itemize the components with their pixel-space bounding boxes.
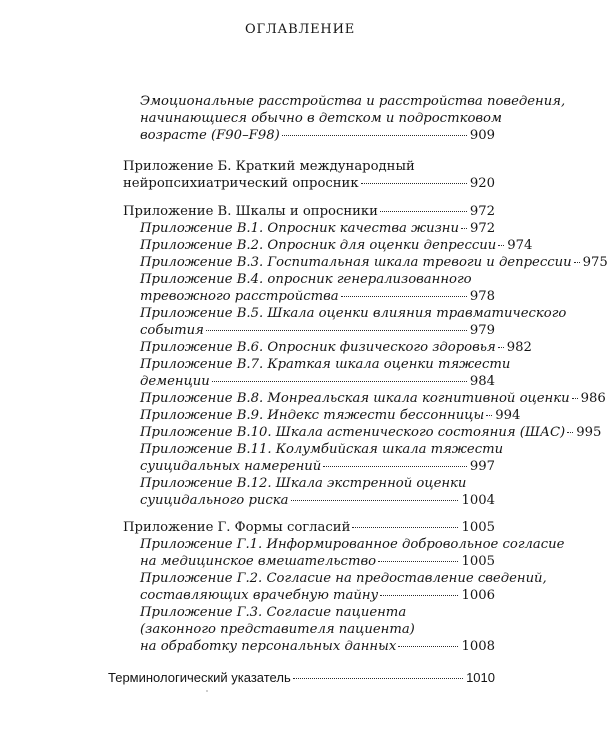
toc-page-number: 909	[469, 128, 495, 143]
toc-entry[interactable]	[123, 519, 495, 536]
toc-page-number: 997	[469, 459, 495, 474]
dot-leader	[498, 347, 504, 348]
toc-entry[interactable]	[140, 220, 495, 237]
toc-entry[interactable]	[140, 424, 602, 441]
toc-page-number: 1004	[461, 493, 495, 508]
toc-entry-text: на обработку персональных данных	[140, 639, 397, 654]
dot-leader	[378, 561, 458, 562]
toc-entry[interactable]	[140, 339, 532, 356]
toc-entry-text: Приложение В.5. Шкала оценки влияния травматического	[140, 306, 567, 321]
toc-page-number: 972	[469, 204, 495, 219]
toc-entry-text: Приложение В.6. Опросник физического здоровья	[140, 340, 496, 355]
toc-entry-text: Терминологический указатель	[108, 670, 291, 685]
dot-leader	[498, 245, 504, 246]
toc-entry-text: Приложение Г.3. Согласие пациента	[140, 605, 407, 620]
toc-entry-text: возрасте (F90–F98)	[140, 128, 280, 143]
toc-entry[interactable]	[140, 390, 606, 407]
toc-entry-text: составляющих врачебную тайну	[140, 588, 379, 603]
toc-entry[interactable]	[123, 158, 495, 192]
toc-entry-text: события	[140, 323, 204, 338]
toc-entry[interactable]	[140, 604, 495, 655]
toc-entry-text: Приложение В. Шкалы и опросники	[123, 204, 378, 219]
toc-entry-text: Приложение В.2. Опросник для оценки депрессии	[140, 238, 497, 253]
toc-entry-text: Приложение Г.2. Согласие на предоставление сведений,	[140, 571, 547, 586]
toc-page-number: 978	[469, 289, 495, 304]
toc-entry-text: Приложение В.3. Госпитальная шкала тревоги и депрессии	[140, 255, 572, 270]
toc-entry-text: Приложение В.12. Шкала экстренной оценки	[140, 476, 467, 491]
dot-leader	[291, 500, 459, 501]
toc-entry[interactable]	[123, 203, 495, 220]
toc-page-number: 1005	[461, 520, 495, 535]
toc-entry-text: деменции	[140, 374, 210, 389]
toc-entry-text: Приложение В.1. Опросник качества жизни	[140, 221, 459, 236]
toc-page-number: 975	[582, 255, 608, 270]
toc-entry-text: Приложение В.9. Индекс тяжести бессонницы	[140, 408, 485, 423]
toc-entry-text: Приложение В.10. Шкала астенического состояния (ШАС)	[140, 425, 566, 440]
dot-leader	[361, 183, 467, 184]
toc-entry[interactable]	[140, 271, 495, 305]
dot-leader	[282, 135, 467, 136]
dot-leader	[380, 211, 467, 212]
toc-page-number: 982	[506, 340, 532, 355]
dot-leader	[567, 432, 573, 433]
toc-entry[interactable]	[108, 669, 495, 686]
toc-entry[interactable]	[140, 93, 566, 144]
toc-entry-text: Эмоциональные расстройства и расстройства поведения,	[140, 94, 566, 109]
toc-page-number: 994	[495, 408, 521, 423]
dot-leader	[380, 595, 458, 596]
toc-entry-text: Приложение В.8. Монреальская шкала когнитивной оценки	[140, 391, 570, 406]
toc-page-number: 972	[469, 221, 496, 236]
toc-entry[interactable]	[140, 441, 504, 475]
toc-page-number: 920	[469, 176, 495, 191]
toc-entry-text: Приложение Г.1. Информированное добровольное согласие	[140, 537, 565, 552]
toc-entry-text: на медицинское вмешательство	[140, 554, 377, 569]
toc-entry-text: Приложение Г. Формы согласий	[123, 520, 351, 535]
toc-entry-text: Приложение В.11. Колумбийская шкала тяжести	[140, 442, 504, 457]
dot-leader	[293, 678, 463, 679]
toc-entry[interactable]	[140, 536, 565, 570]
dot-leader	[323, 466, 467, 467]
dot-leader	[572, 398, 578, 399]
toc-page-number: 1010	[466, 670, 495, 685]
toc-entry-text: тревожного расстройства	[140, 289, 339, 304]
page-title: ОГЛАВЛЕНИЕ	[244, 22, 355, 37]
toc-page-number: 979	[469, 323, 495, 338]
toc-page-number: 1005	[461, 554, 495, 569]
toc-entry-text: суицидального риска	[140, 493, 289, 508]
toc-entry[interactable]	[140, 305, 567, 339]
toc-entry[interactable]	[140, 254, 608, 271]
dot-leader	[341, 296, 467, 297]
toc-entry[interactable]	[140, 475, 495, 509]
dot-leader	[574, 262, 580, 263]
dot-leader	[461, 228, 467, 229]
toc-entry-text: Приложение В.4. опросник генерализованного	[140, 272, 472, 287]
toc-entry-text: Приложение В.7. Краткая шкала оценки тяжести	[140, 357, 511, 372]
scan-speck	[206, 690, 208, 692]
toc-entry[interactable]	[140, 356, 511, 390]
toc-entry[interactable]	[140, 407, 521, 424]
dot-leader	[212, 381, 467, 382]
toc-page-number: 995	[576, 425, 602, 440]
toc-page-number: 986	[580, 391, 606, 406]
toc-entry-text: нейропсихиатрический опросник	[123, 176, 359, 191]
toc-page-number: 1008	[461, 639, 495, 654]
dot-leader	[398, 646, 458, 647]
dot-leader	[206, 330, 467, 331]
toc-entry-text: начинающиеся обычно в детском и подростковом	[140, 111, 502, 126]
toc-entry-text: суицидальных намерений	[140, 459, 322, 474]
toc-entry[interactable]	[140, 237, 533, 254]
toc-entry-text: Приложение Б. Краткий международный	[123, 159, 415, 174]
toc-entry-text: (законного представителя пациента)	[140, 622, 415, 637]
toc-page-number: 974	[507, 238, 533, 253]
toc-entry[interactable]	[140, 570, 547, 604]
dot-leader	[352, 527, 458, 528]
dot-leader	[486, 415, 492, 416]
toc-page-number: 1006	[461, 588, 495, 603]
toc-page-number: 984	[469, 374, 495, 389]
